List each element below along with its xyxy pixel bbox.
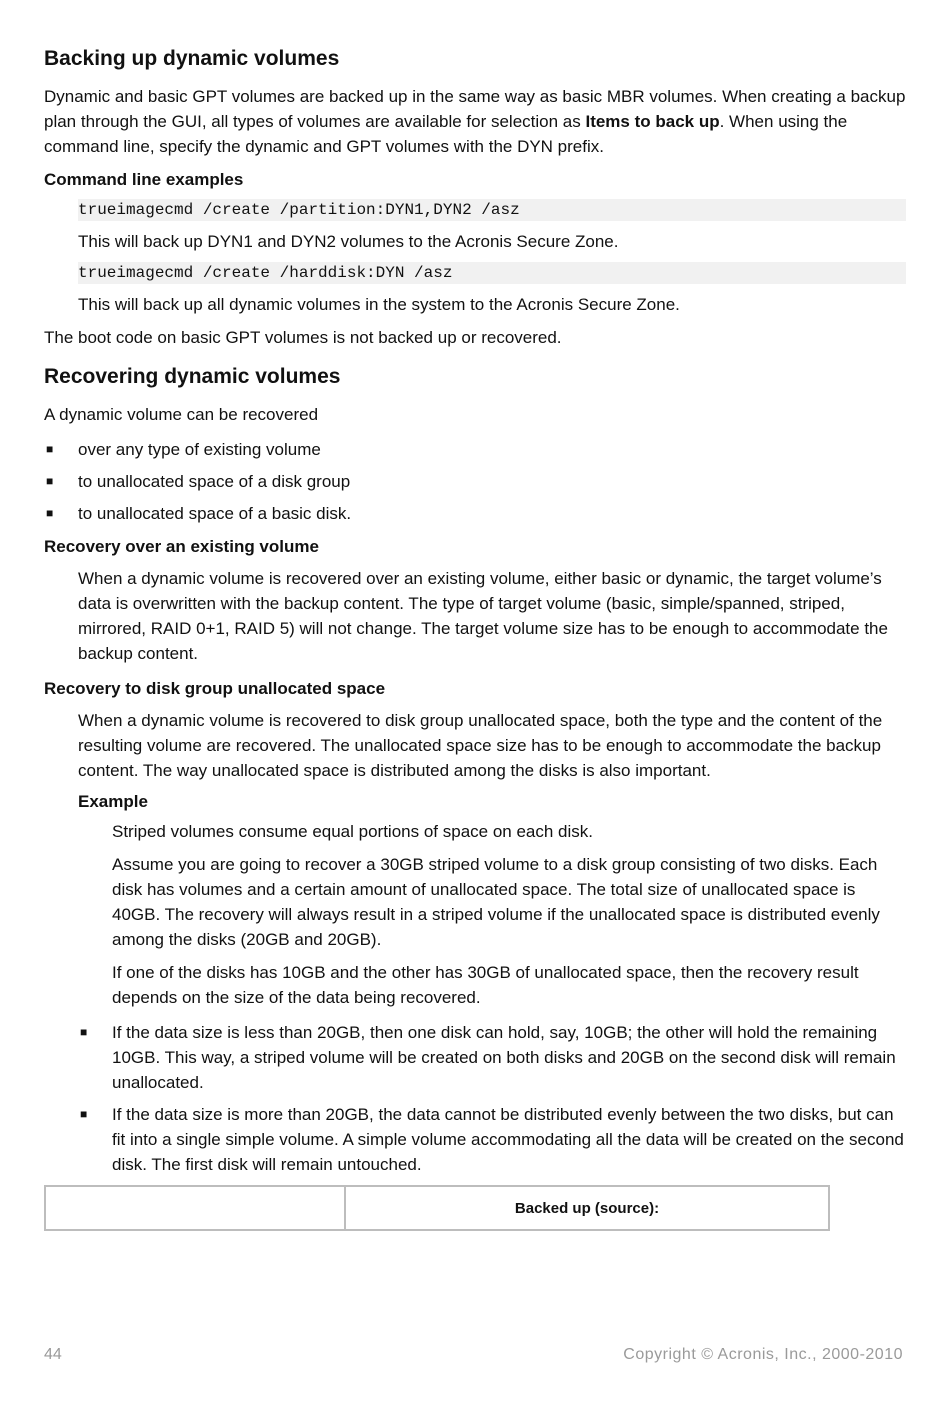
- bullet-icon: ■: [46, 442, 54, 456]
- list-item: ■ If the data size is more than 20GB, the data cannot be distributed evenly between the two disks, but can fit into a single simple volume. A simple volume accommodating all the data will be created on the second disk. The first disk will remain untouched.: [44, 1102, 906, 1177]
- table-header-cell-1: [45, 1186, 345, 1230]
- subheading-command-line-examples: Command line examples: [44, 170, 244, 189]
- paragraph-recovery-to-unallocated: When a dynamic volume is recovered to disk group unallocated space, both the type and the content of the resulting volume are recovered. The unallocated space size has to be enough to accommodate the backup content. The way unallocated space is distributed among the disks is also important.: [78, 711, 883, 780]
- bullet-icon: ■: [80, 1107, 88, 1121]
- table-header-cell-2: Backed up (source):: [345, 1186, 829, 1230]
- paragraph-intro: [44, 84, 906, 159]
- code-example-1: trueimagecmd /create /partition:DYN1,DYN2 /asz: [78, 199, 906, 221]
- code-example-2-desc: This will back up all dynamic volumes in the system to the Acronis Secure Zone.: [78, 295, 680, 314]
- example-paragraph-2: Assume you are going to recover a 30GB striped volume to a disk group consisting of two disks. Each disk has volumes and a certain amount of unallocated space. The total size of unallocated space is 40GB. The recovery will always result in a striped volume if the unallocated space is distributed evenly among the disks (20GB and 20GB).: [112, 855, 880, 949]
- list-item: ■ to unallocated space of a basic disk.: [44, 501, 906, 526]
- table-header-row: [45, 1186, 829, 1230]
- source-table: [44, 1185, 830, 1231]
- example-paragraph-1: Striped volumes consume equal portions of space on each disk.: [112, 822, 593, 841]
- bullet-icon: ■: [46, 506, 54, 520]
- example-list: [44, 1020, 906, 1177]
- intro-text-b: . When using the command line, specify the dynamic and GPT volumes with the DYN prefix.: [44, 112, 848, 156]
- subheading-example: Example: [78, 792, 148, 811]
- paragraph-recovery-over-existing: When a dynamic volume is recovered over an existing volume, either basic or dynamic, the target volume’s data is overwritten with the backup content. The type of target volume (basic, simple/spanned, striped, mirrored, RAID 0+1, RAID 5) will not change. The target volume size has to be enough to accommodate the backup content.: [78, 569, 888, 663]
- section-title-recovering: Recovering dynamic volumes: [44, 365, 341, 388]
- code-example-1-desc: This will back up DYN1 and DYN2 volumes to the Acronis Secure Zone.: [78, 232, 619, 251]
- example-paragraph-3: If one of the disks has 10GB and the other has 30GB of unallocated space, then the recovery result depends on the size of the data being recovered.: [112, 963, 859, 1007]
- bullet-icon: ■: [80, 1025, 88, 1039]
- list-item: ■ to unallocated space of a disk group: [44, 469, 906, 494]
- section-title-backing-up: Backing up dynamic volumes: [44, 47, 340, 70]
- list-item: ■ If the data size is less than 20GB, then one disk can hold, say, 10GB; the other will hold the remaining 10GB. This way, a striped volume will be created on both disks and 20GB on the second disk will remain unallocated.: [44, 1020, 906, 1095]
- list-item: ■ over any type of existing volume: [44, 437, 906, 462]
- intro-bold-term: Items to back up: [585, 112, 720, 131]
- intro-text-a: Dynamic and basic GPT volumes are backed up in the same way as basic MBR volumes. When creating a backup plan through the GUI, all types of volumes are available for selection as: [44, 87, 906, 131]
- subheading-recovery-to-unallocated: Recovery to disk group unallocated space: [44, 679, 386, 698]
- recovery-options-list: [44, 437, 906, 526]
- paragraph-boot-code-note: The boot code on basic GPT volumes is not backed up or recovered.: [44, 328, 562, 347]
- document-page: [44, 40, 906, 1231]
- copyright-text: Copyright © Acronis, Inc., 2000-2010: [623, 1346, 903, 1363]
- subheading-recovery-over-existing: Recovery over an existing volume: [44, 537, 319, 556]
- code-example-2: trueimagecmd /create /harddisk:DYN /asz: [78, 262, 906, 284]
- page-number: 44: [44, 1346, 62, 1363]
- bullet-icon: ■: [46, 474, 54, 488]
- paragraph-recover-intro: A dynamic volume can be recovered: [44, 405, 319, 424]
